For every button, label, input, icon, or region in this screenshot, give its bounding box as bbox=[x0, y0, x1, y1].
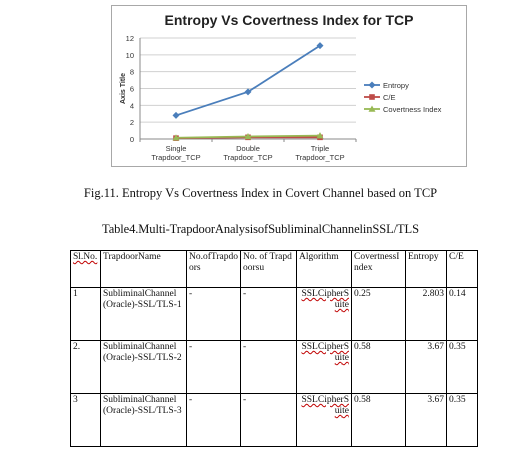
cell-no-of-trapdoors-used: - bbox=[241, 341, 297, 394]
x-tick-label: Triple bbox=[310, 144, 330, 153]
cell-trapdoor-name: SubliminalChannel(Oracle)-SSL/TLS-1 bbox=[101, 288, 187, 341]
table-caption: Table4.Multi-TrapdoorAnalysisofSubliminalChannelinSSL/TLS bbox=[102, 222, 419, 236]
cell-covertness-index: 0.58 bbox=[352, 394, 406, 447]
table-row bbox=[71, 341, 478, 394]
line-chart bbox=[111, 5, 467, 167]
cell-no-of-trapdoors: - bbox=[187, 288, 241, 341]
cell-ce: 0.14 bbox=[447, 288, 478, 341]
x-tick-label: Trapdoor_TCP bbox=[151, 153, 201, 162]
header-covertness-index: CovertnessIndex bbox=[352, 251, 406, 288]
cell-sl-no: 2. bbox=[71, 341, 101, 394]
cell-sl-no: 3 bbox=[71, 394, 101, 447]
analysis-table bbox=[70, 250, 478, 447]
cell-algorithm: SSLCipherSuite bbox=[297, 288, 352, 341]
y-tick-label: 6 bbox=[129, 84, 134, 94]
cell-no-of-trapdoors: - bbox=[187, 394, 241, 447]
cell-entropy: 3.67 bbox=[406, 341, 447, 394]
cell-ce: 0.35 bbox=[447, 394, 478, 447]
legend-marker bbox=[369, 82, 376, 89]
y-axis-title: Axis Title bbox=[120, 73, 127, 104]
cell-algorithm: SSLCipherSuite bbox=[297, 341, 352, 394]
cell-no-of-trapdoors-used: - bbox=[241, 288, 297, 341]
y-tick-label: 10 bbox=[125, 50, 134, 60]
x-tick-label: Single bbox=[165, 144, 187, 153]
chart-title: Entropy Vs Covertness Index for TCP bbox=[164, 12, 414, 28]
cell-trapdoor-name: SubliminalChannel(Oracle)-SSL/TLS-2 bbox=[101, 341, 187, 394]
y-tick-label: 2 bbox=[129, 118, 134, 128]
x-tick-label: Trapdoor_TCP bbox=[223, 153, 273, 162]
table-header-row bbox=[71, 251, 478, 288]
cell-trapdoor-name: SubliminalChannel(Oracle)-SSL/TLS-3 bbox=[101, 394, 187, 447]
y-tick-label: 4 bbox=[129, 101, 134, 111]
cell-sl-no: 1 bbox=[71, 288, 101, 341]
table-row bbox=[71, 394, 478, 447]
legend-label: C/E bbox=[383, 93, 396, 102]
y-tick-label: 0 bbox=[129, 135, 134, 144]
cell-algorithm: SSLCipherSuite bbox=[297, 394, 352, 447]
header-algorithm: Algorithm bbox=[297, 251, 352, 288]
figure-caption: Fig.11. Entropy Vs Covertness Index in Covert Channel based on TCP bbox=[83, 186, 438, 200]
header-ce: C/E bbox=[447, 251, 478, 288]
header-entropy: Entropy bbox=[406, 251, 447, 288]
table-row bbox=[71, 288, 478, 341]
header-no-of-trapdoors: No.ofTrapdoors bbox=[187, 251, 241, 288]
y-tick-label: 12 bbox=[125, 34, 134, 43]
cell-ce: 0.35 bbox=[447, 341, 478, 394]
y-tick-label: 8 bbox=[129, 67, 134, 77]
chart-plot bbox=[112, 6, 466, 166]
header-no-of-trapdoors-used: No. of Trapdoorsu bbox=[241, 251, 297, 288]
legend-label: Entropy bbox=[383, 81, 409, 90]
cell-entropy: 2.803 bbox=[406, 288, 447, 341]
cell-no-of-trapdoors: - bbox=[187, 341, 241, 394]
legend-label: Covertness Index bbox=[383, 105, 442, 114]
data-point bbox=[173, 112, 180, 119]
cell-covertness-index: 0.58 bbox=[352, 341, 406, 394]
cell-covertness-index: 0.25 bbox=[352, 288, 406, 341]
x-tick-label: Double bbox=[236, 144, 260, 153]
legend-marker bbox=[369, 94, 375, 100]
header-trapdoor-name: TrapdoorName bbox=[101, 251, 187, 288]
cell-entropy: 3.67 bbox=[406, 394, 447, 447]
x-tick-label: Trapdoor_TCP bbox=[295, 153, 345, 162]
header-sl-no: Sl.No. bbox=[71, 251, 101, 288]
cell-no-of-trapdoors-used: - bbox=[241, 394, 297, 447]
